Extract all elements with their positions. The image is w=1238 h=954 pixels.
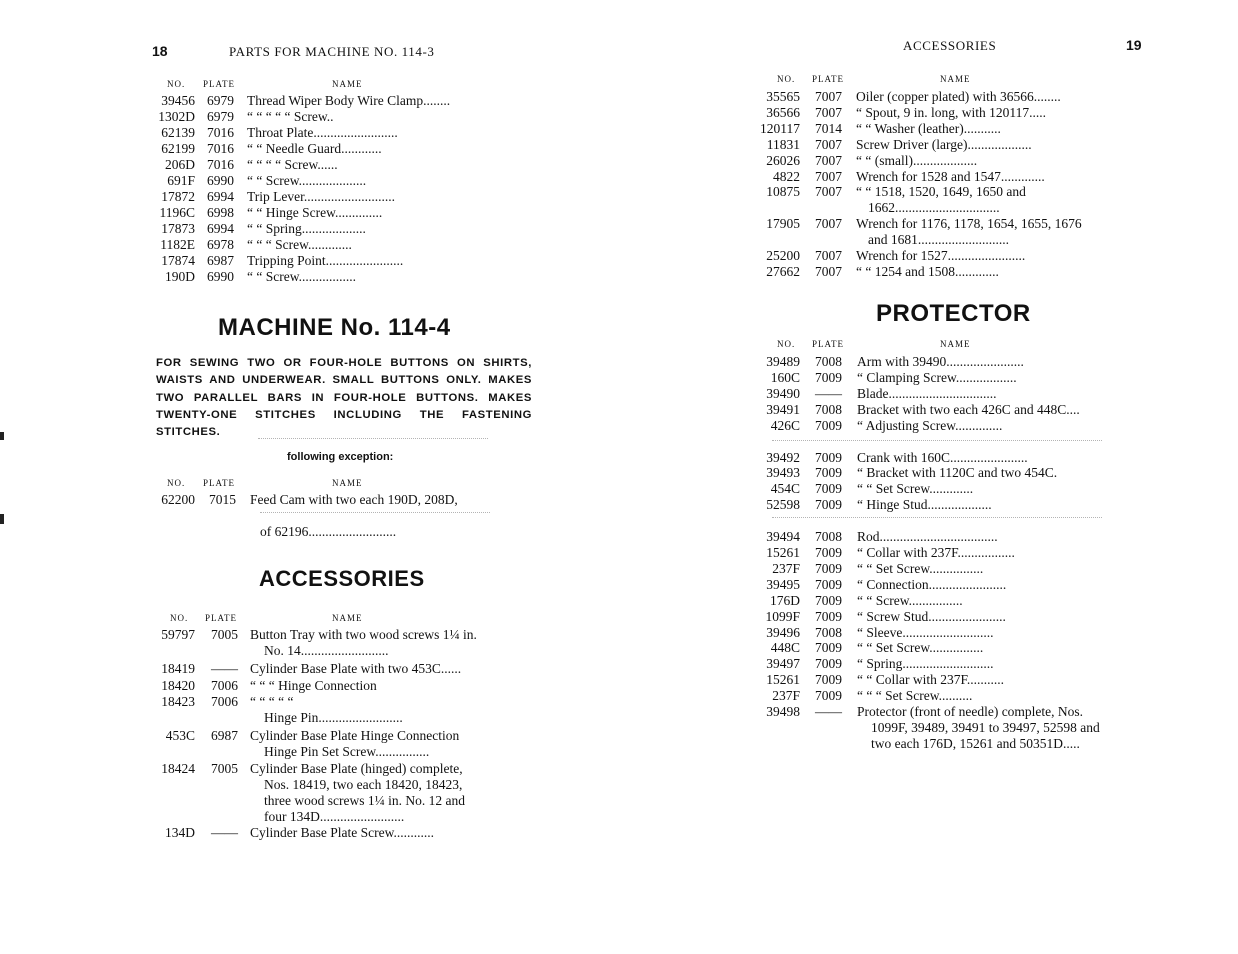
part-name: “ “ Screw................. <box>247 269 356 284</box>
table-row <box>0 205 619 221</box>
cropped-text-line <box>258 438 488 445</box>
col-name-header: NAME <box>940 339 971 349</box>
table-row <box>619 625 1238 641</box>
plate-number: 7007 <box>815 152 842 168</box>
plate-number: 7008 <box>815 529 842 545</box>
plate-number: 7007 <box>815 136 842 152</box>
part-number: 52598 <box>766 497 800 513</box>
plate-number: 7008 <box>815 624 842 640</box>
table-row <box>619 688 1238 704</box>
part-number: 27662 <box>766 263 800 279</box>
part-name: “ “ Spring................... <box>247 221 366 236</box>
table-row <box>619 577 1238 593</box>
plate-number: 6990 <box>207 173 234 188</box>
col-name-header: NAME <box>332 79 363 89</box>
part-number: 36566 <box>766 104 800 120</box>
table-row-cont <box>0 643 619 659</box>
part-number: 59797 <box>161 627 195 642</box>
running-head: ACCESSORIES <box>903 38 997 53</box>
plate-number: 7009 <box>815 592 842 608</box>
part-name: “ “ “ “ “ Screw.. <box>247 109 334 124</box>
part-number: 17872 <box>161 189 195 204</box>
plate-number: 7016 <box>207 141 234 156</box>
part-name: Oiler (copper plated) with 36566........ <box>856 89 1061 104</box>
part-number: 134D <box>165 825 195 841</box>
col-no-header: NO. <box>167 79 186 89</box>
part-number: 62139 <box>161 125 195 140</box>
running-head: PARTS FOR MACHINE NO. 114-3 <box>229 44 435 59</box>
table-row <box>619 609 1238 625</box>
part-number: 1302D <box>158 109 195 124</box>
part-name: “ Bracket with 1120C and two 454C. <box>857 465 1058 481</box>
part-name: Cylinder Base Plate (hinged) complete, <box>250 760 463 776</box>
plate-number: 7009 <box>815 369 842 385</box>
cropped-text-line <box>772 517 1102 524</box>
table-row <box>0 825 619 841</box>
part-number: 39490 <box>766 385 800 401</box>
part-number: 39494 <box>766 529 800 545</box>
part-number: 39495 <box>766 576 800 592</box>
table-row <box>619 561 1238 577</box>
table-row-cont <box>0 793 619 809</box>
part-name: Button Tray with two wood screws 1¼ in. <box>250 627 477 642</box>
plate-number: 7007 <box>815 263 842 279</box>
table-row <box>0 761 619 777</box>
plate-number: 7007 <box>815 104 842 120</box>
plate-number: 7007 <box>815 168 842 184</box>
part-name: Cylinder Base Plate Hinge Connection <box>250 728 460 744</box>
plate-number: 7016 <box>207 125 234 140</box>
cropped-text-line <box>772 440 1102 447</box>
exception-part-row: 62200 7015 Feed Cam with two each 190D, 208D, <box>161 492 458 507</box>
table-row <box>0 141 619 157</box>
part-number: 18423 <box>161 693 195 709</box>
table-row <box>0 109 619 125</box>
machine-description: FOR SEWING TWO OR FOUR-HOLE BUTTONS ON SHIRTS, WAISTS AND UNDERWEAR. SMALL BUTTONS ONLY. MAKES TWO PARALLEL BARS IN FOUR-HOLE BUTTONS. MAKES TWENTY-ONE STITCHES INCLUDING THE FASTENING STITCHES. <box>156 357 532 439</box>
part-name: “ Collar with 237F................. <box>857 545 1015 560</box>
part-name: Hinge Pin......................... <box>264 710 403 725</box>
part-name: “ “ “ Set Screw.......... <box>857 688 973 704</box>
part-name: “ “ Hinge Screw.............. <box>247 205 383 220</box>
part-name: Thread Wiper Body Wire Clamp........ <box>247 93 451 108</box>
plate-number: —— <box>815 704 842 719</box>
table-row <box>0 728 619 744</box>
part-number: 39498 <box>766 704 800 719</box>
part-number: 17905 <box>766 216 800 232</box>
plate-number: 7005 <box>211 760 238 776</box>
plate-number: 7016 <box>207 157 234 172</box>
table-row <box>619 354 1238 370</box>
part-number: 237F <box>772 688 800 704</box>
part-name: “ “ Washer (leather)........... <box>856 120 1001 136</box>
part-number: 1196C <box>159 205 195 220</box>
table-row <box>619 529 1238 545</box>
part-number: 160C <box>770 369 800 385</box>
table-row <box>0 93 619 109</box>
col-plate-header: PLATE <box>203 478 235 488</box>
part-name: “ “ “ “ “ <box>250 693 294 709</box>
part-name: “ “ Screw................ <box>857 592 963 608</box>
plate-number: 7008 <box>815 354 842 369</box>
part-number: 15261 <box>766 545 800 560</box>
part-name: “ “ Screw.................... <box>247 173 367 188</box>
plate-number: 7009 <box>815 417 842 433</box>
plate-number: 7009 <box>815 449 842 465</box>
part-name: “ Spring........................... <box>857 656 994 672</box>
plate-number: —— <box>211 825 238 841</box>
table-row <box>619 545 1238 561</box>
part-name: Hinge Pin Set Screw................ <box>264 744 430 760</box>
part-name: No. 14.......................... <box>264 643 389 659</box>
table-row <box>619 216 1238 232</box>
table-row <box>619 89 1238 105</box>
part-number: 25200 <box>766 248 800 263</box>
plate-number: 6998 <box>207 205 234 220</box>
part-number: 17873 <box>161 221 195 236</box>
right-page <box>619 0 1238 954</box>
plate-number: 7009 <box>815 608 842 624</box>
plate-number: 7005 <box>211 627 238 642</box>
part-name: “ Hinge Stud................... <box>857 497 992 513</box>
part-name: Throat Plate......................... <box>247 125 398 140</box>
part-number: 39491 <box>766 401 800 417</box>
part-name: Screw Driver (large)................... <box>856 136 1032 152</box>
part-name: Trip Lever........................... <box>247 189 395 204</box>
plate-number: 7009 <box>815 688 842 704</box>
table-row <box>619 105 1238 121</box>
plate-number: 7006 <box>211 693 238 709</box>
part-name: Arm with 39490....................... <box>857 354 1024 369</box>
table-row <box>619 386 1238 402</box>
table-row <box>0 269 619 285</box>
part-number: 35565 <box>766 89 800 104</box>
part-number: 39497 <box>766 656 800 672</box>
table-row <box>619 402 1238 418</box>
table-row-cont <box>619 232 1238 248</box>
col-name-header: NAME <box>940 74 971 84</box>
table-row-cont <box>0 809 619 825</box>
part-name: Wrench for 1527....................... <box>856 248 1026 263</box>
part-name: and 1681........................... <box>868 232 1009 248</box>
table-row <box>619 121 1238 137</box>
plate-number: 6994 <box>207 221 234 236</box>
table-row <box>619 656 1238 672</box>
cropped-text-line <box>260 512 490 519</box>
plate-number: 7009 <box>815 672 842 688</box>
plate-number: 7009 <box>815 497 842 513</box>
part-name: “ “ Set Screw............. <box>857 481 974 497</box>
plate-number: 6979 <box>207 109 234 124</box>
part-number: 18419 <box>161 661 195 677</box>
part-number: 39489 <box>766 354 800 369</box>
part-number: 454C <box>770 481 800 497</box>
plate-number: 7014 <box>815 120 842 136</box>
exception-line: following exception: <box>287 451 394 463</box>
table-row <box>0 125 619 141</box>
part-name: “ Connection....................... <box>857 576 1007 592</box>
part-number: 120117 <box>760 120 800 136</box>
table-row-cont <box>619 720 1238 736</box>
table-row <box>619 672 1238 688</box>
col-no-header: NO. <box>777 339 796 349</box>
plate-number: 7009 <box>815 481 842 497</box>
col-plate-header: PLATE <box>205 613 237 623</box>
exception-part-row-cont: of 62196.......................... <box>260 524 397 539</box>
col-no-header: NO. <box>777 74 796 84</box>
part-number: 39493 <box>766 465 800 481</box>
table-row <box>0 173 619 189</box>
part-name: “ Clamping Screw.................. <box>857 369 1017 385</box>
part-number: 39492 <box>766 449 800 465</box>
plate-number: 7009 <box>815 545 842 560</box>
part-name: three wood screws 1¼ in. No. 12 and <box>264 793 465 808</box>
col-plate-header: PLATE <box>812 74 844 84</box>
table-row-cont <box>0 710 619 726</box>
part-number: 190D <box>165 269 195 284</box>
table-row-cont <box>619 200 1238 216</box>
table-row <box>619 481 1238 497</box>
table-row <box>619 465 1238 481</box>
col-plate-header: PLATE <box>203 79 235 89</box>
plate-number: 6979 <box>207 93 234 108</box>
part-name: Crank with 160C....................... <box>857 449 1028 465</box>
table-row <box>0 189 619 205</box>
part-number: 18424 <box>161 760 195 776</box>
part-name: “ Adjusting Screw.............. <box>857 417 1003 433</box>
part-name: Cylinder Base Plate with two 453C...... <box>250 661 462 677</box>
part-name: four 134D......................... <box>264 809 405 825</box>
table-row <box>0 221 619 237</box>
part-name: “ “ Needle Guard............ <box>247 141 382 156</box>
plate-number: 7007 <box>815 216 842 232</box>
page-number: 19 <box>1126 37 1142 53</box>
part-name: “ Sleeve........................... <box>857 624 994 640</box>
part-number: 237F <box>772 560 800 576</box>
part-name: Tripping Point....................... <box>247 253 404 268</box>
part-name: “ Screw Stud....................... <box>857 608 1006 624</box>
table-row <box>0 627 619 643</box>
part-number: 62199 <box>161 141 195 156</box>
part-number: 17874 <box>161 253 195 268</box>
table-row <box>619 184 1238 200</box>
table-row <box>0 661 619 677</box>
plate-number: 7007 <box>815 89 842 104</box>
part-name: Wrench for 1528 and 1547............. <box>856 168 1045 184</box>
part-name: two each 176D, 15261 and 50351D..... <box>871 735 1080 751</box>
part-name: “ “ (small)................... <box>856 152 978 168</box>
table-row <box>0 253 619 269</box>
col-no-header: NO. <box>170 613 189 623</box>
part-name: Nos. 18419, two each 18420, 18423, <box>264 776 463 792</box>
plate-number: 7007 <box>815 184 842 200</box>
part-number: 176D <box>770 592 800 608</box>
plate-number: 7009 <box>815 465 842 481</box>
plate-number: 6994 <box>207 189 234 204</box>
part-name: “ “ “ Screw............. <box>247 237 352 252</box>
table-row <box>0 157 619 173</box>
plate-number: 7009 <box>815 640 842 656</box>
plate-number: 6990 <box>207 269 234 284</box>
part-name: “ “ “ “ Screw...... <box>247 157 338 172</box>
table-row <box>619 704 1238 720</box>
table-row <box>619 153 1238 169</box>
plate-number: 7009 <box>815 560 842 576</box>
part-number: 448C <box>770 640 800 656</box>
table-row <box>0 237 619 253</box>
part-name: “ “ “ Hinge Connection <box>250 677 377 693</box>
part-number: 1099F <box>765 608 800 624</box>
part-number: 206D <box>165 157 195 172</box>
table-row-cont <box>0 744 619 760</box>
table-row <box>619 593 1238 609</box>
part-name: “ “ Set Screw................ <box>857 640 984 656</box>
page-number: 18 <box>152 43 168 59</box>
part-name: Protector (front of needle) complete, Nos. <box>857 704 1084 719</box>
plate-number: 7009 <box>815 656 842 672</box>
table-row <box>619 248 1238 264</box>
part-name: “ “ Set Screw................ <box>857 560 984 576</box>
table-row-cont <box>619 736 1238 752</box>
plate-number: 6978 <box>207 237 234 252</box>
plate-number: 7006 <box>211 677 238 693</box>
table-row <box>619 169 1238 185</box>
part-name: 1662............................... <box>868 200 1000 216</box>
part-number: 691F <box>167 173 195 188</box>
plate-number: 6987 <box>207 253 234 268</box>
col-plate-header: PLATE <box>812 339 844 349</box>
part-name: Bracket with two each 426C and 448C.... <box>857 401 1080 417</box>
part-name: Cylinder Base Plate Screw............ <box>250 825 434 841</box>
part-name: Blade................................ <box>857 385 997 401</box>
part-number: 453C <box>165 728 195 744</box>
part-number: 15261 <box>766 672 800 688</box>
part-number: 426C <box>770 417 800 433</box>
part-name: “ Spout, 9 in. long, with 120117..... <box>856 104 1047 120</box>
part-number: 4822 <box>773 168 800 184</box>
plate-number: 7008 <box>815 401 842 417</box>
col-name-header: NAME <box>332 613 363 623</box>
protector-title: PROTECTOR <box>876 300 1031 327</box>
table-row <box>619 137 1238 153</box>
col-no-header: NO. <box>167 478 186 488</box>
plate-number: —— <box>211 661 238 677</box>
part-number: 39496 <box>766 624 800 640</box>
part-name: 1099F, 39489, 39491 to 39497, 52598 and <box>871 719 1100 735</box>
part-number: 26026 <box>766 152 800 168</box>
plate-number: 7007 <box>815 248 842 263</box>
plate-number: —— <box>815 385 842 401</box>
part-name: “ “ Collar with 237F........... <box>857 672 1005 688</box>
table-row-cont <box>0 777 619 793</box>
part-number: 18420 <box>161 677 195 693</box>
part-name: Wrench for 1176, 1178, 1654, 1655, 1676 <box>856 216 1082 232</box>
table-row <box>619 450 1238 466</box>
part-name: “ “ 1254 and 1508............. <box>856 263 999 279</box>
table-row <box>0 694 619 710</box>
part-name: Rod................................... <box>857 529 998 545</box>
part-number: 11831 <box>766 136 800 152</box>
part-number: 10875 <box>766 184 800 200</box>
part-name: “ “ 1518, 1520, 1649, 1650 and <box>856 184 1026 200</box>
plate-number: 7009 <box>815 576 842 592</box>
table-row <box>619 264 1238 280</box>
plate-number: 6987 <box>211 728 238 744</box>
part-number: 1182E <box>160 237 195 252</box>
accessories-title: ACCESSORIES <box>259 566 425 591</box>
part-number: 39456 <box>161 93 195 108</box>
table-row <box>619 640 1238 656</box>
machine-title: MACHINE No. 114-4 <box>218 314 451 341</box>
table-row <box>619 370 1238 386</box>
col-name-header: NAME <box>332 478 363 488</box>
table-row <box>0 678 619 694</box>
table-row <box>619 497 1238 513</box>
table-row <box>619 418 1238 434</box>
